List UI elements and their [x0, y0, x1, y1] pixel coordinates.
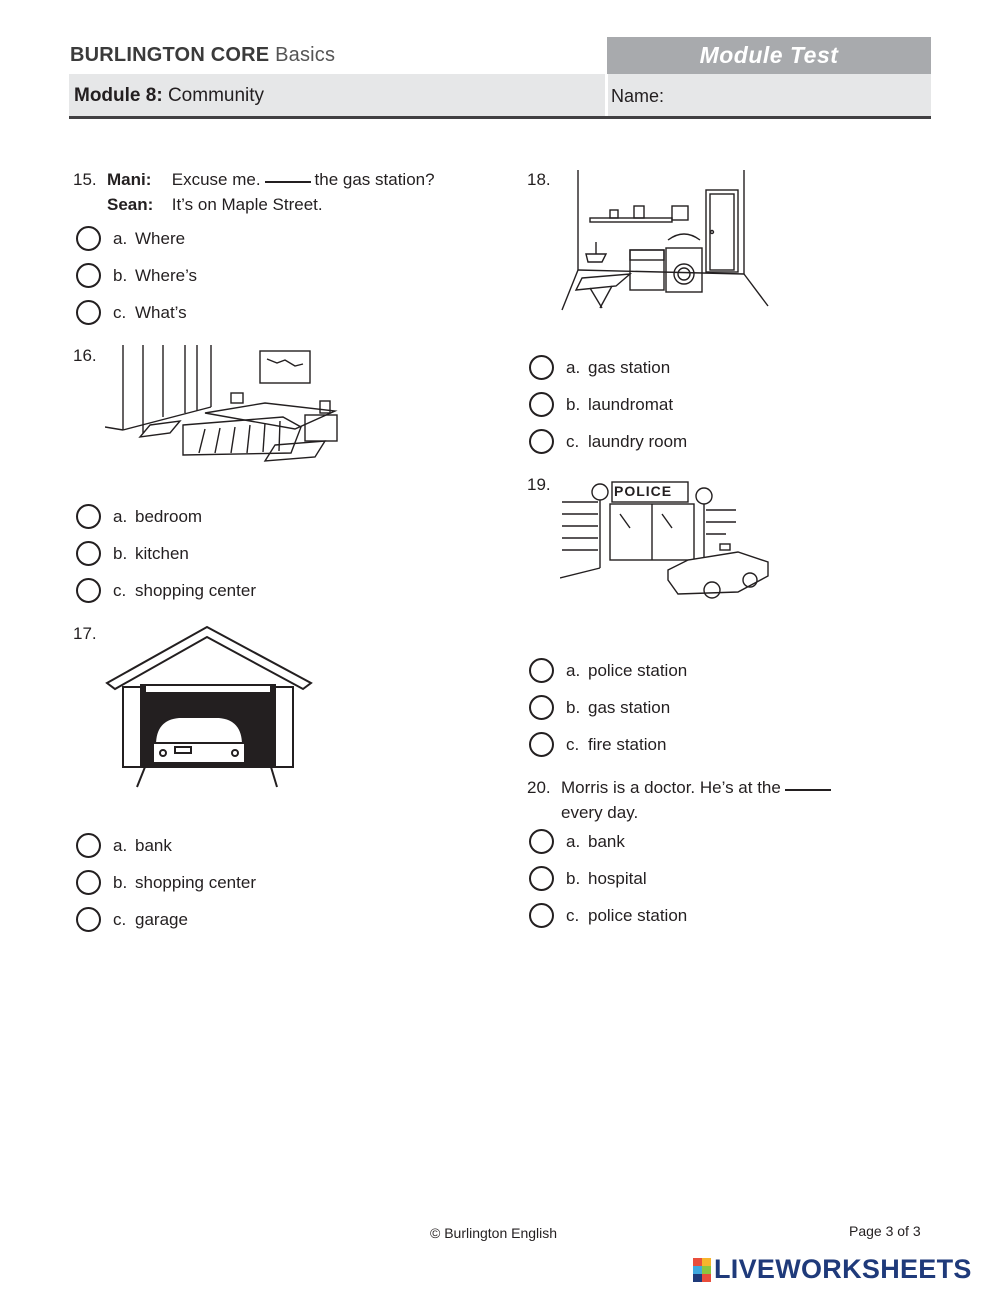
brand-bold: BURLINGTON CORE	[70, 44, 270, 66]
q19-option-c[interactable]	[529, 732, 666, 757]
module-bar	[69, 74, 931, 119]
q20-number: 20.	[527, 778, 551, 797]
copyright-text: © Burlington English	[430, 1225, 558, 1241]
q20-option-a[interactable]	[529, 829, 625, 854]
q15-option-c[interactable]	[76, 300, 187, 325]
option-letter: a.	[566, 831, 581, 851]
radio-button[interactable]	[76, 541, 101, 566]
radio-button[interactable]	[76, 226, 101, 251]
option-text: shopping center	[135, 580, 256, 600]
q19-option-a[interactable]	[529, 658, 687, 683]
radio-button[interactable]	[76, 263, 101, 288]
option-text: garage	[135, 909, 188, 929]
option-text: shopping center	[135, 872, 256, 892]
q15-blank	[265, 181, 311, 183]
radio-button[interactable]	[76, 907, 101, 932]
module-test-label: Module Test	[699, 42, 839, 68]
q19-option-b[interactable]	[529, 695, 670, 720]
module-number: Module 8:	[74, 85, 163, 106]
q15-number: 15.	[73, 170, 97, 189]
q18-option-b[interactable]	[529, 392, 673, 417]
q15-option-b[interactable]	[76, 263, 197, 288]
q17-option-c[interactable]	[76, 907, 188, 932]
option-letter: a.	[113, 835, 128, 855]
q15-line1	[107, 167, 435, 192]
option-text: laundry room	[588, 431, 688, 451]
bedroom-illustration	[105, 345, 355, 465]
q15-line2	[107, 192, 435, 217]
q16-option-a[interactable]	[76, 504, 202, 529]
option-text: fire station	[588, 734, 667, 754]
option-text: gas station	[588, 357, 671, 377]
option-text: police station	[588, 660, 688, 680]
liveworksheets-logo-icon	[693, 1258, 711, 1282]
q20-text-pre: Morris is a doctor. He’s at the	[561, 778, 781, 797]
q20-text-post: every day.	[561, 803, 639, 822]
q15-line2-text: It’s on Maple Street.	[171, 195, 323, 214]
option-text: bedroom	[135, 506, 203, 526]
q15-line1-post: the gas station?	[314, 170, 435, 189]
q20-prompt	[561, 775, 891, 825]
name-field-label: Name:	[611, 86, 665, 106]
q15-dialogue	[107, 167, 435, 217]
radio-button[interactable]	[76, 504, 101, 529]
header-divider	[605, 74, 608, 116]
radio-button[interactable]	[529, 866, 554, 891]
q19-number: 19.	[527, 475, 551, 494]
liveworksheets-text: LIVEWORKSHEETS	[714, 1254, 972, 1284]
liveworksheets-watermark	[693, 1254, 972, 1285]
module-test-banner	[607, 37, 931, 74]
q15-line1-pre: Excuse me.	[171, 170, 261, 189]
option-letter: c.	[566, 431, 580, 451]
option-letter: a.	[113, 506, 128, 526]
option-letter: a.	[113, 228, 128, 248]
option-letter: b.	[113, 265, 128, 285]
module-title	[74, 85, 264, 107]
radio-button[interactable]	[529, 903, 554, 928]
q17-option-b[interactable]	[76, 870, 256, 895]
radio-button[interactable]	[529, 392, 554, 417]
police-sign-text: POLICE	[614, 483, 673, 499]
option-letter: b.	[113, 543, 128, 563]
option-text: kitchen	[135, 543, 189, 563]
brand-title	[70, 44, 335, 67]
q18-option-a[interactable]	[529, 355, 670, 380]
option-letter: b.	[566, 394, 581, 414]
option-text: laundromat	[588, 394, 674, 414]
option-letter: c.	[113, 909, 127, 929]
radio-button[interactable]	[529, 695, 554, 720]
q15-speaker2: Sean:	[107, 195, 154, 214]
q16-number: 16.	[73, 346, 97, 365]
option-letter: b.	[113, 872, 128, 892]
option-text: Where’s	[135, 265, 198, 285]
q16-option-c[interactable]	[76, 578, 256, 603]
option-letter: c.	[566, 734, 580, 754]
q18-number: 18.	[527, 170, 551, 189]
radio-button[interactable]	[529, 429, 554, 454]
q15-speaker1: Mani:	[107, 170, 152, 189]
laundry-room-illustration	[560, 170, 775, 315]
option-text: police station	[588, 905, 688, 925]
module-name: Community	[167, 85, 265, 106]
option-text: What’s	[135, 302, 187, 322]
q20-option-c[interactable]	[529, 903, 687, 928]
option-letter: a.	[566, 660, 581, 680]
q20-option-b[interactable]	[529, 866, 647, 891]
q16-option-b[interactable]	[76, 541, 189, 566]
radio-button[interactable]	[529, 732, 554, 757]
q17-option-a[interactable]	[76, 833, 172, 858]
radio-button[interactable]	[529, 658, 554, 683]
option-letter: c.	[566, 905, 580, 925]
q18-option-c[interactable]	[529, 429, 687, 454]
option-letter: c.	[113, 580, 127, 600]
option-letter: b.	[566, 868, 581, 888]
radio-button[interactable]	[529, 829, 554, 854]
option-letter: a.	[566, 357, 581, 377]
option-letter: b.	[566, 697, 581, 717]
option-text: bank	[588, 831, 625, 851]
radio-button[interactable]	[76, 300, 101, 325]
radio-button[interactable]	[76, 578, 101, 603]
q20-blank	[785, 789, 831, 791]
radio-button[interactable]	[529, 355, 554, 380]
option-text: bank	[135, 835, 172, 855]
page-number: Page 3 of 3	[849, 1223, 921, 1239]
garage-illustration	[105, 625, 315, 790]
q15-option-a[interactable]	[76, 226, 185, 251]
option-text: Where	[135, 228, 186, 248]
radio-button[interactable]	[76, 833, 101, 858]
option-text: gas station	[588, 697, 671, 717]
option-letter: c.	[113, 302, 127, 322]
q17-number: 17.	[73, 624, 97, 643]
brand-light: Basics	[275, 44, 336, 66]
radio-button[interactable]	[76, 870, 101, 895]
option-text: hospital	[588, 868, 647, 888]
